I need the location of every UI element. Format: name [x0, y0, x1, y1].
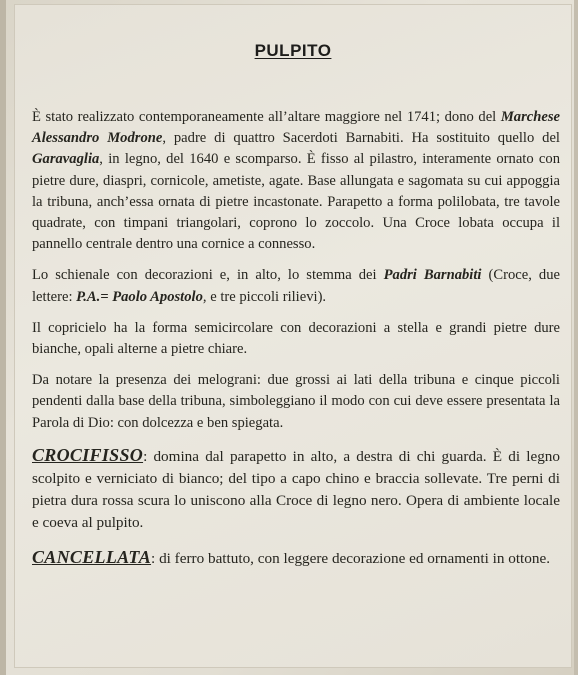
paragraph-intro — [32, 107, 560, 255]
emphasis-text: P.A.= Paolo Apostolo — [76, 288, 203, 305]
section-heading: CANCELLATA — [32, 546, 152, 567]
text-run: (Croce, due lettere: — [32, 267, 560, 305]
emphasis-text: Garavaglia — [32, 151, 100, 168]
emphasis — [384, 267, 482, 283]
text-run: Il copricielo ha la forma semicircolare con decorazioni a stella e grandi pietre dure bianche, opali alterne a pietre chiare. — [32, 319, 560, 358]
text-run: Da notare la presenza dei melograni: due grossi ai lati della tribuna e cinque piccoli pendenti dalla base della tribuna, simboleggiano il modo con cui deve essere presentata la Parola di Dio: con dolcezza e ben spiegata. — [32, 372, 560, 431]
page-title: PULPITO — [254, 41, 332, 60]
text-run: : domina dal parapetto in alto, a destra di chi guarda. È di legno scolpito e verniciato di bianco; del tipo a capo chino e braccia sollevate. Tre perni di pietra dura rossa scura lo uniscono alla Croce di legno nero. Opera di ambiente locale e coeva al pulpito. — [32, 447, 560, 531]
text-run: , in legno, del 1640 e scomparso. È fisso al pilastro, interamente ornato con pietre dure, diaspri, cornicole, ametiste, agate. Base allungata e sagomata su cui appoggia la tribuna, anch’essa ornata di pietre incastonate. Parapetto a forma polilobata, tre tavole quadrate, con timpani triangolari, coprono lo zoccolo. Una Croce lobata occupa il pannello centrale dentro una cornice a connesso. — [32, 151, 560, 253]
text-run: , e tre piccoli rilievi). — [202, 288, 327, 305]
paragraph-copricielo — [32, 318, 560, 360]
paragraph-melograni — [32, 370, 560, 434]
paragraph-crocifisso — [32, 444, 560, 534]
text-run: : di ferro battuto, con leggere decorazione ed ornamenti in ottone. — [151, 549, 550, 567]
notice-body — [32, 107, 560, 582]
paragraph-schienale — [32, 265, 560, 307]
emphasis-text: Marchese Alessandro Modrone — [32, 109, 560, 147]
emphasis — [76, 289, 203, 305]
emphasis-text: Padri Barnabiti — [383, 267, 482, 284]
section-heading: CROCIFISSO — [32, 444, 144, 465]
text-run: È stato realizzato contemporaneamente all’altare maggiore nel 1741; dono del — [32, 109, 501, 125]
emphasis — [32, 151, 99, 167]
paragraph-cancellata — [32, 546, 560, 570]
text-run: Lo schienale con decorazioni e, in alto, lo stemma dei — [32, 267, 384, 284]
notice-sheet — [14, 4, 572, 668]
text-run: , padre di quattro Sacerdoti Barnabiti. Ha sostituito quello del — [162, 130, 560, 147]
